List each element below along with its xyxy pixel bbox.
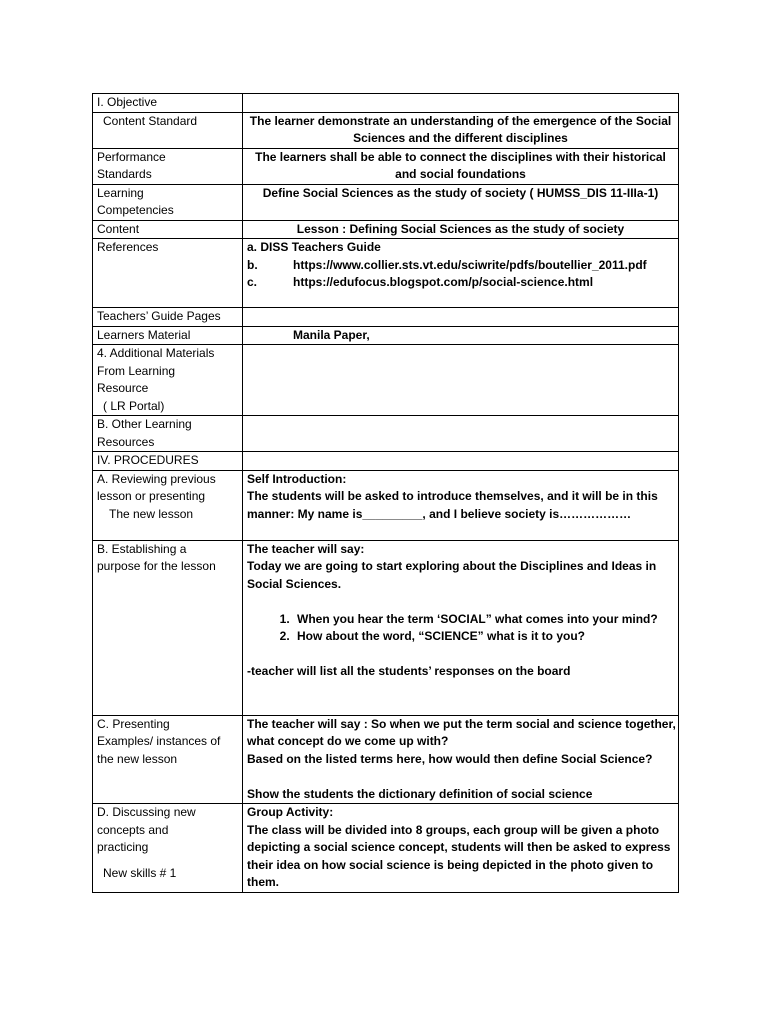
row-label-text: From Learning [97,363,176,378]
presenting-line: what concept do we come up with? [247,734,449,748]
performance-standard-line: The learners shall be able to connect the disciplines with their historical [255,149,666,164]
reference-item [247,257,674,275]
table-row [93,220,679,239]
discussing-line: The class will be divided into 8 groups, each group will be given a photo [247,822,660,837]
row-label-text: practicing [97,840,149,854]
question-item: 2. How about the word, “SCIENCE” what is it to you? [293,628,674,646]
row-label [93,94,243,113]
row-label-text: New skills # 1 [103,865,177,880]
establishing-line: The teacher will say: [247,541,365,556]
row-label [93,470,243,540]
reference-link[interactable]: https://www.collier.sts.vt.edu/sciwrite/pdfs/boutellier_2011.pdf [293,257,647,272]
row-content [243,540,679,715]
row-label [93,540,243,715]
row-label [93,804,243,893]
row-content [243,470,679,540]
row-label-text: 4. Additional Materials [97,346,215,360]
content-standard-line: Sciences and the different disciplines [353,131,568,145]
row-content [243,112,679,148]
row-label-text: B. Other Learning [97,417,192,431]
row-label-text: Standards [97,167,152,181]
row-label-text: Content Standard [103,113,198,128]
question-list [247,611,674,646]
row-label-text: C. Presenting [97,716,170,731]
row-label-text: purpose for the lesson [97,559,216,573]
presenting-line: Based on the listed terms here, how would then define Social Science? [247,751,653,766]
establishing-note: -teacher will list all the students’ responses on the board [247,664,571,678]
spacer [247,593,674,611]
presenting-line: Show the students the dictionary definition of social science [247,786,593,801]
establishing-line: Today we are going to start exploring about the Disciplines and Ideas in [247,559,657,573]
row-content [243,148,679,184]
row-label [93,148,243,184]
table-row [93,416,679,452]
row-content [243,416,679,452]
row-label [93,416,243,452]
row-label-text: I. Objective [97,95,158,109]
table-row [93,94,679,113]
row-label [93,715,243,804]
row-content [243,239,679,308]
row-label [93,184,243,220]
reviewing-line: manner: My name is_________, and I believe society is……………… [247,506,632,521]
reference-item [247,274,674,292]
content-standard-line: The learner demonstrate an understanding of the emergence of the Social [249,113,672,128]
row-label-text: ( LR Portal) [103,398,165,413]
row-label-text: The new lesson [109,506,194,521]
row-label-text: Resource [97,381,149,395]
reference-marker: c. [247,275,258,289]
presenting-line: The teacher will say : So when we put the term social and science together, [247,716,676,731]
row-label-text: Performance [97,149,166,164]
row-label-text: lesson or presenting [97,489,206,503]
row-label-text: Teachers’ Guide Pages [97,309,221,323]
discussing-line: them. [247,875,280,889]
reviewing-line: The students will be asked to introduce themselves, and it will be in this [247,489,658,503]
row-content [243,345,679,416]
row-label-text: Resources [97,434,155,449]
reference-text: DISS Teachers Guide [260,240,381,254]
row-label-text: Learning [97,185,144,200]
row-content [243,715,679,804]
row-content [243,220,679,239]
row-label [93,308,243,327]
row-content [243,326,679,345]
row-content [243,804,679,893]
content-text: Lesson : Defining Social Sciences as the study of society [296,221,625,236]
table-row [93,540,679,715]
table-row [93,184,679,220]
lesson-plan-table [92,93,679,893]
table-row [93,326,679,345]
row-label-text: Competencies [97,203,174,217]
spacer [247,646,674,664]
reference-marker: a. [247,240,258,254]
row-label-text: D. Discussing new [97,805,196,819]
spacer [247,768,674,786]
table-row [93,804,679,893]
performance-standard-line: and social foundations [395,167,526,181]
row-content [243,308,679,327]
discussing-line: their idea on how social science is being depicted in the photo given to [247,857,654,872]
row-label-text: Examples/ instances of [97,734,221,748]
row-content [243,184,679,220]
reference-item [247,239,674,257]
learning-competency-text: Define Social Sciences as the study of society ( HUMSS_DIS 11-IIIa-1) [262,185,659,200]
row-label [93,326,243,345]
discussing-line: Group Activity: [247,805,334,819]
learners-material-text: Manila Paper, [293,327,370,342]
row-content [243,94,679,113]
row-label-text: Learners Material [97,327,191,342]
row-label-text: IV. PROCEDURES [97,453,199,467]
reference-link[interactable]: https://edufocus.blogspot.com/p/social-science.html [293,275,594,289]
table-row [93,715,679,804]
row-content [243,452,679,471]
row-label-text: concepts and [97,822,169,837]
table-row [93,470,679,540]
row-label [93,345,243,416]
row-label-text: A. Reviewing previous [97,471,216,486]
reference-marker: b. [247,257,258,272]
row-label-text: the new lesson [97,751,178,766]
table-row [93,452,679,471]
row-label [93,220,243,239]
reviewing-line: Self Introduction: [247,471,347,486]
row-label [93,452,243,471]
discussing-line: depicting a social science concept, students will then be asked to express [247,840,671,854]
table-row [93,308,679,327]
table-row [93,112,679,148]
table-row [93,148,679,184]
row-label-text: Content [97,221,140,236]
row-label-text: References [97,240,159,254]
establishing-line: Social Sciences. [247,576,342,591]
row-label-text: B. Establishing a [97,541,187,556]
row-label [93,112,243,148]
table-row [93,239,679,308]
question-item: 1. When you hear the term ‘SOCIAL” what comes into your mind? [293,611,674,629]
row-label [93,239,243,308]
table-row [93,345,679,416]
